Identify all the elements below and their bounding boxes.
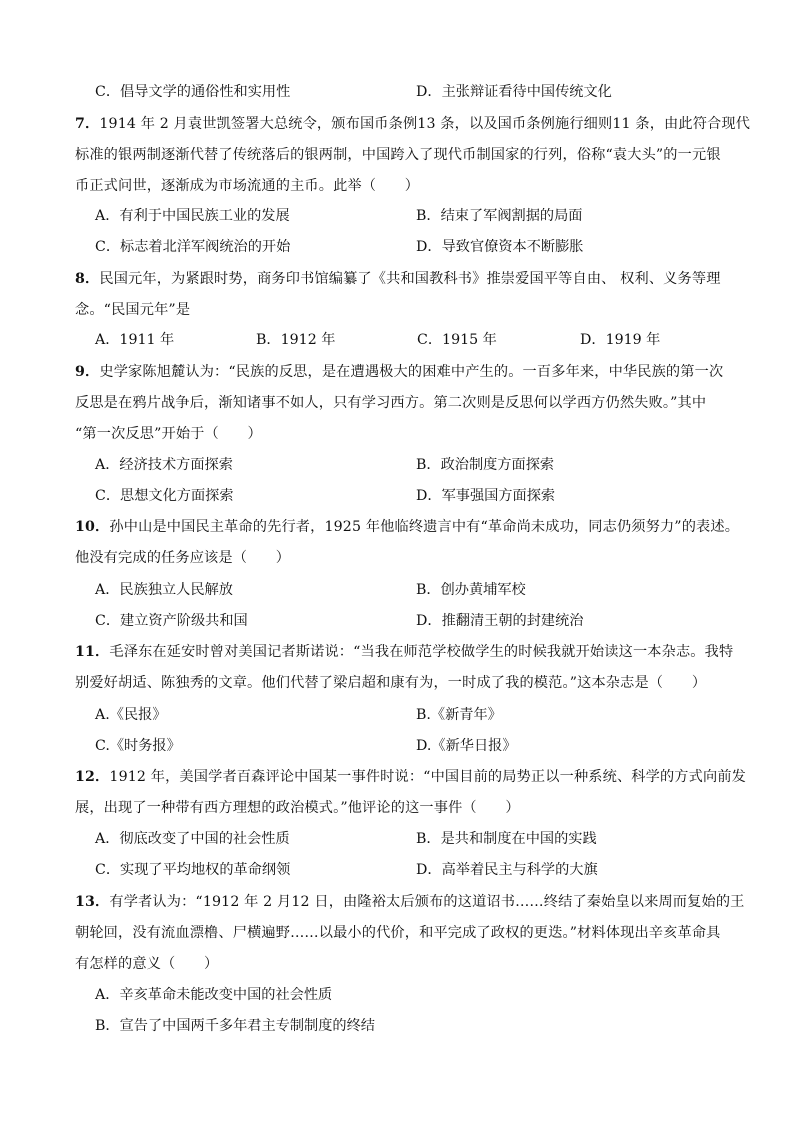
question-number: 8． <box>75 271 100 287</box>
answer-option: B．结束了军阀割据的局面 <box>416 208 583 224</box>
answer-option: A．经济技术方面探索 <box>95 457 233 473</box>
question-text-line: 有怎样的意义（ ） <box>75 956 219 972</box>
question-text-line: “第一次反思”开始于（ ） <box>75 426 262 442</box>
question-number: 7． <box>75 116 100 132</box>
answer-option: D．高举着民主与科学的大旗 <box>416 862 598 878</box>
question-text: 史学家陈旭麓认为：“民族的反思，是在遭遇极大的困难中产生的。一百多年来，中华民族的第一次 <box>99 364 724 380</box>
question-text-line: 标准的银两制逐渐代替了传统落后的银两制，中国跨入了现代币制国家的行列，俗称“袁大头”的一元银 <box>75 147 721 163</box>
answer-option: B．是共和制度在中国的实践 <box>416 831 597 847</box>
answer-option: D．主张辩证看待中国传统文化 <box>416 84 612 100</box>
answer-option: C.《时务报》 <box>95 738 181 754</box>
answer-option: D．1919 年 <box>580 332 661 348</box>
question-text-line: 币正式问世，逐渐成为市场流通的主币。此举（ ） <box>75 178 420 194</box>
question-text-line: 别爱好胡适、陈独秀的文章。他们代替了梁启超和康有为，一时成了我的模范。”这本杂志是（ ） <box>75 675 707 691</box>
question-text-line: 朝轮回，没有流血漂橹、尸横遍野……以最小的代价，和平完成了政权的更迭。”材料体现出辛亥革命具 <box>75 925 721 941</box>
answer-option: B．创办黄埔军校 <box>416 582 526 598</box>
answer-option: A．辛亥革命未能改变中国的社会性质 <box>95 987 333 1003</box>
question-line <box>75 767 755 787</box>
answer-option: C．标志着北洋军阀统治的开始 <box>95 239 291 255</box>
answer-option: C．倡导文学的通俗性和实用性 <box>95 84 291 100</box>
question-line <box>75 114 755 134</box>
answer-option: D．导致官僚资本不断膨胀 <box>416 239 584 255</box>
question-text-line: 反思是在鸦片战争后，渐知诸事不如人，只有学习西方。第二次则是反思何以学西方仍然失败。”其中 <box>75 395 707 411</box>
answer-option: D．推翻清王朝的封建统治 <box>416 613 584 629</box>
question-text-line: 展，出现了一种带有西方理想的政治模式。”他评论的这一事件（ ） <box>75 800 520 816</box>
question-line <box>75 517 755 537</box>
question-text: 毛泽东在延安时曾对美国记者斯诺说：“当我在师范学校做学生的时候我就开始读这一本杂志。我特 <box>109 644 734 660</box>
question-text: 有学者认为：“1912 年 2 月12 日，由隆裕太后颁布的这道诏书……终结了秦始皇以来周而复始的王 <box>109 894 745 910</box>
question-text-line: 念。“民国元年”是 <box>75 302 191 318</box>
answer-option: C．建立资产阶级共和国 <box>95 613 248 629</box>
answer-option: A．彻底改变了中国的社会性质 <box>95 831 290 847</box>
question-number: 13． <box>75 894 110 910</box>
answer-option: A．1911 年 <box>95 332 175 348</box>
answer-option: B．1912 年 <box>256 332 336 348</box>
question-number: 9． <box>75 364 100 380</box>
question-text: 1914 年 2 月袁世凯签署大总统令，颁布国币条例13 条，以及国币条例施行细则11 条，由此符合现代 <box>99 116 751 132</box>
question-text: 1912 年，美国学者百森评论中国某一事件时说：“中国目前的局势正以一种系统、科学的方式向前发 <box>109 769 746 785</box>
answer-option: C．1915 年 <box>417 332 497 348</box>
answer-option: C．思想文化方面探索 <box>95 488 234 504</box>
question-number: 10． <box>75 519 110 535</box>
question-line <box>75 362 755 382</box>
question-number: 12． <box>75 769 110 785</box>
answer-option: D.《新华日报》 <box>416 738 517 754</box>
question-text: 孙中山是中国民主革命的先行者，1925 年他临终遗言中有“革命尚未成功，同志仍须努力”的表述。 <box>109 519 740 535</box>
answer-option: B．政治制度方面探索 <box>416 457 555 473</box>
question-text: 民国元年，为紧跟时势，商务印书馆编纂了《共和国教科书》推崇爱国平等自由、 权利、义务等理 <box>99 271 721 287</box>
answer-option: A.《民报》 <box>95 707 167 723</box>
answer-option: B．宣告了中国两千多年君主专制制度的终结 <box>95 1018 375 1034</box>
answer-option: C．实现了平均地权的革命纲领 <box>95 862 291 878</box>
question-text-line: 他没有完成的任务应该是（ ） <box>75 550 291 566</box>
question-line <box>75 269 755 289</box>
question-number: 11． <box>75 644 110 660</box>
answer-option: D．军事强国方面探索 <box>416 488 556 504</box>
answer-option: A．民族独立人民解放 <box>95 582 233 598</box>
answer-option: A．有利于中国民族工业的发展 <box>95 208 290 224</box>
question-line <box>75 642 755 662</box>
answer-option: B.《新青年》 <box>416 707 502 723</box>
question-line <box>75 892 755 912</box>
